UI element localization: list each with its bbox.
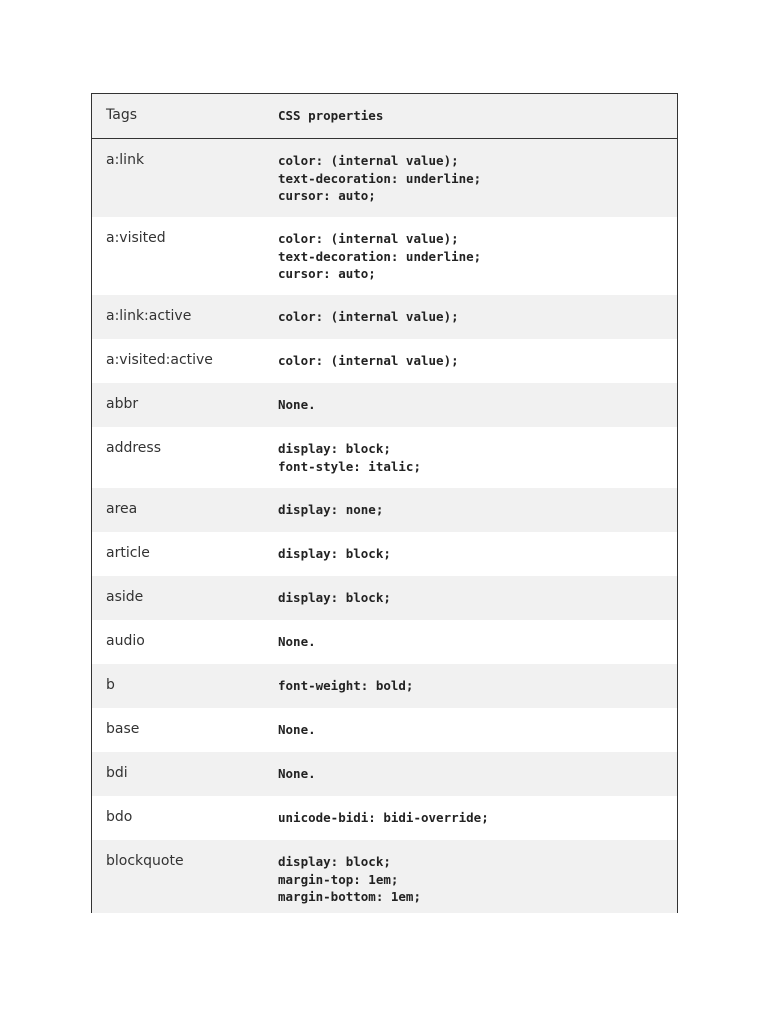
row-tag: b: [106, 677, 115, 693]
header-tags: Tags: [106, 107, 137, 123]
row-css: color: (internal value);: [278, 309, 459, 324]
row-tag: a:link:active: [106, 308, 192, 324]
row-tag: audio: [106, 633, 145, 649]
row-tag: bdi: [106, 765, 128, 781]
table-row: [92, 427, 677, 488]
row-tag: abbr: [106, 396, 139, 412]
table-row: [92, 752, 677, 796]
row-tag: aside: [106, 589, 144, 605]
row-css: None.: [278, 722, 316, 737]
css-defaults-table: [91, 93, 678, 913]
row-css: color: (internal value);: [278, 353, 459, 368]
row-css: color: (internal value); text-decoration: underline; cursor: auto;: [278, 231, 482, 281]
row-tag: blockquote: [106, 853, 184, 869]
row-css: None.: [278, 634, 316, 649]
table-row: [92, 295, 677, 339]
row-tag: a:visited:active: [106, 352, 213, 368]
row-css: None.: [278, 397, 316, 412]
row-css: display: block;: [278, 590, 391, 605]
row-css: None.: [278, 766, 316, 781]
table-row: [92, 139, 677, 217]
row-tag: article: [106, 545, 150, 561]
row-css: display: none;: [278, 502, 384, 517]
row-tag: bdo: [106, 809, 133, 825]
row-css: display: block; font-style: italic;: [278, 441, 421, 474]
table-row: [92, 339, 677, 383]
row-css: display: block;: [278, 546, 391, 561]
row-css: unicode-bidi: bidi-override;: [278, 810, 489, 825]
row-css: color: (internal value); text-decoration: underline; cursor: auto;: [278, 153, 482, 203]
row-css: font-weight: bold;: [278, 678, 414, 693]
row-tag: address: [106, 440, 162, 456]
row-css: display: block; margin-top: 1em; margin-bottom: 1em;: [278, 854, 421, 904]
row-tag: area: [106, 501, 138, 517]
table-row: [92, 796, 677, 840]
table-row: [92, 532, 677, 576]
table-row: [92, 576, 677, 620]
row-tag: a:visited: [106, 230, 166, 246]
table-row: [92, 664, 677, 708]
table-row: [92, 217, 677, 295]
table-row: [92, 488, 677, 532]
row-tag: a:link: [106, 152, 145, 168]
table-header: [92, 94, 677, 139]
header-css-properties: CSS properties: [278, 108, 384, 123]
row-tag: base: [106, 721, 140, 737]
table-row: [92, 620, 677, 664]
table-row: [92, 708, 677, 752]
table-row: [92, 383, 677, 427]
table-row: [92, 840, 677, 913]
